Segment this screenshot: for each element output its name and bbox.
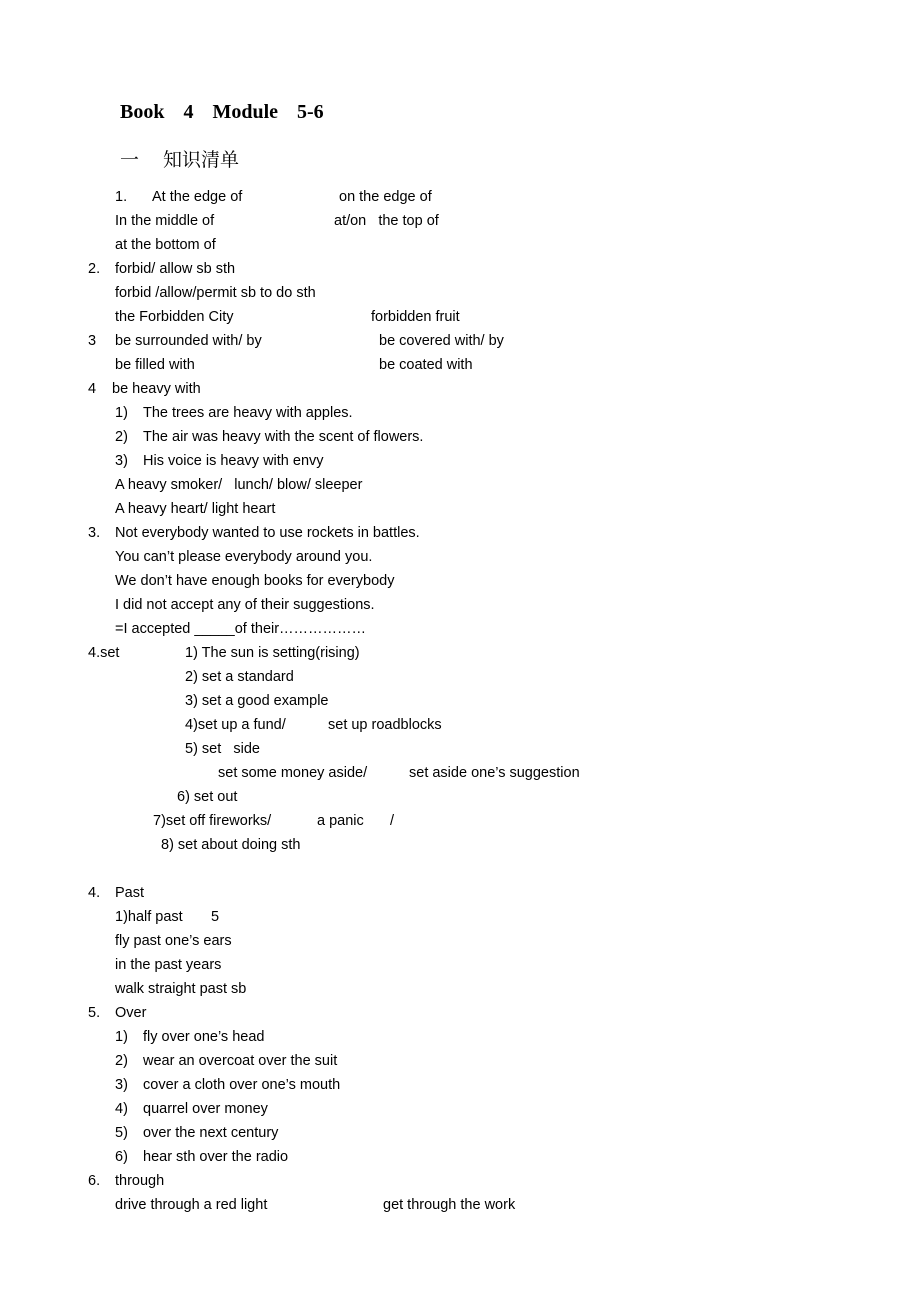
text-line: through	[115, 1173, 165, 1189]
text-line: 1)	[115, 1029, 128, 1045]
text-line: 1.	[115, 189, 128, 205]
text-line: 5	[211, 909, 220, 925]
text-line: Not everybody wanted to use rockets in battles.	[115, 525, 420, 541]
text-line: be heavy with	[112, 381, 201, 397]
text-line: 5)	[115, 1125, 128, 1141]
text-line: the Forbidden City	[115, 309, 234, 325]
text-line: 2)	[115, 1053, 128, 1069]
text-line: 8) set about doing sth	[161, 837, 301, 853]
text-line: 4.	[88, 885, 101, 901]
text-line: At the edge of	[152, 189, 243, 205]
text-line: be surrounded with/ by	[115, 333, 262, 349]
text-line: in the past years	[115, 957, 222, 973]
text-line: at the bottom of	[115, 237, 216, 253]
text-line: 3) set a good example	[185, 693, 329, 709]
text-line: 3)	[115, 453, 128, 469]
section-number: 一	[120, 149, 140, 171]
text-line: set up roadblocks	[328, 717, 442, 733]
text-line: set aside one’s suggestion	[409, 765, 580, 781]
document-title: Book 4 Module 5-6	[120, 101, 324, 123]
text-line: 5.	[88, 1005, 101, 1021]
text-line: I did not accept any of their suggestions.	[115, 597, 375, 613]
text-line: forbidden fruit	[371, 309, 460, 325]
text-line: over the next century	[143, 1125, 279, 1141]
text-line: cover a cloth over one’s mouth	[143, 1077, 341, 1093]
text-line: at/on the top of	[334, 213, 439, 229]
text-line: 2.	[88, 261, 101, 277]
text-line: We don’t have enough books for everybody	[115, 573, 395, 589]
text-line: 1) The sun is setting(rising)	[185, 645, 360, 661]
text-line: get through the work	[383, 1197, 516, 1213]
text-line: 6)	[115, 1149, 128, 1165]
text-line: a panic	[317, 813, 364, 829]
text-line: 2) set a standard	[185, 669, 294, 685]
text-line: Over	[115, 1005, 147, 1021]
text-line: 1)	[115, 405, 128, 421]
text-line: wear an overcoat over the suit	[143, 1053, 338, 1069]
text-line: drive through a red light	[115, 1197, 268, 1213]
text-line: /	[390, 813, 395, 829]
text-line: be coated with	[379, 357, 473, 373]
text-line: 1)half past	[115, 909, 183, 925]
text-line: fly past one’s ears	[115, 933, 232, 949]
text-line: The air was heavy with the scent of flowers.	[143, 429, 424, 445]
text-line: His voice is heavy with envy	[143, 453, 324, 469]
text-line: quarrel over money	[143, 1101, 268, 1117]
text-line: 6) set out	[177, 789, 238, 805]
section-title: 知识清单	[163, 149, 240, 171]
text-line: on the edge of	[339, 189, 432, 205]
text-line: 4.set	[88, 645, 120, 661]
text-line: 6.	[88, 1173, 101, 1189]
text-line: 2)	[115, 429, 128, 445]
text-line: 4	[88, 381, 97, 397]
text-line: 5) set side	[185, 741, 260, 757]
text-line: 4)set up a fund/	[185, 717, 286, 733]
text-line: forbid/ allow sb sth	[115, 261, 236, 277]
text-line: walk straight past sb	[115, 981, 247, 997]
text-line: Past	[115, 885, 145, 901]
text-line: You can’t please everybody around you.	[115, 549, 373, 565]
text-line: =I accepted _____of their………………	[115, 621, 367, 637]
text-line: 7)set off fireworks/	[153, 813, 272, 829]
text-line: forbid /allow/permit sb to do sth	[115, 285, 316, 301]
text-line: In the middle of	[115, 213, 215, 229]
text-line: A heavy smoker/ lunch/ blow/ sleeper	[115, 477, 363, 493]
text-line: set some money aside/	[218, 765, 368, 781]
text-line: be filled with	[115, 357, 195, 373]
text-line: be covered with/ by	[379, 333, 504, 349]
text-line: hear sth over the radio	[143, 1149, 289, 1165]
text-line: 3)	[115, 1077, 128, 1093]
text-line: 3	[88, 333, 97, 349]
text-line: 4)	[115, 1101, 128, 1117]
text-line: 3.	[88, 525, 101, 541]
text-line: A heavy heart/ light heart	[115, 501, 276, 517]
text-line: fly over one’s head	[143, 1029, 265, 1045]
text-line: The trees are heavy with apples.	[143, 405, 353, 421]
